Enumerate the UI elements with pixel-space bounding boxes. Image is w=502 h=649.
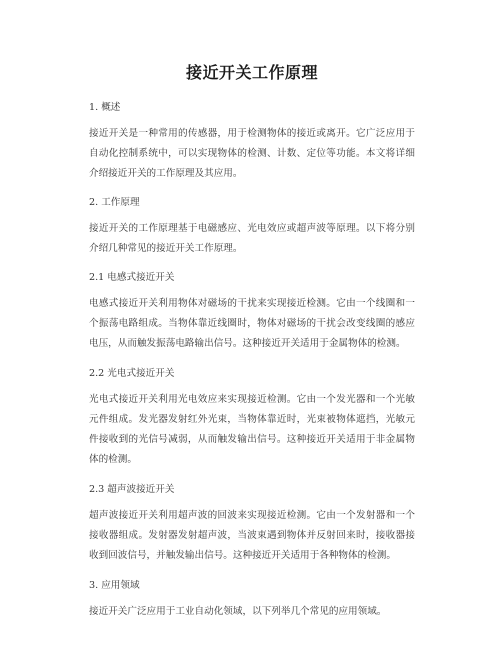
section-heading-overview: 1. 概述 — [89, 102, 121, 113]
section-heading-working-principle: 2. 工作原理 — [89, 197, 140, 208]
section-heading-applications: 3. 应用领域 — [89, 580, 140, 591]
section-body-working-principle: 接近开关的工作原理基于电磁感应、光电效应或超声波等原理。以下将分别介绍几种常见的接近开关工作原理。 — [89, 223, 415, 254]
document-title: 接近开关工作原理 — [185, 63, 318, 82]
section-body-photoelectric-switch: 光电式接近开关利用光电效应来实现接近检测。它由一个发光器和一个光敏元件组成。发光器发射红外光束，当物体靠近时，光束被物体遮挡，光敏元件接收到的光信号减弱，从而触发输出信号。这种接近开关适用于非金属物体的检测。 — [89, 394, 415, 465]
section-heading-inductive-switch: 2.1 电感式接近开关 — [89, 272, 175, 283]
section-body-overview: 接近开关是一种常用的传感器，用于检测物体的接近或离开。它广泛应用于自动化控制系统中，可以实现物体的检测、计数、定位等功能。本文将详细介绍接近开关的工作原理及其应用。 — [89, 128, 415, 179]
section-body-ultrasonic-switch: 超声波接近开关利用超声波的回波来实现接近检测。它由一个发射器和一个接收器组成。发射器发射超声波，当波束遇到物体并反射回来时，接收器接收到回波信号，并触发输出信号。这种接近开关适用于各种物体的检测。 — [89, 510, 415, 561]
section-body-applications: 接近开关广泛应用于工业自动化领域，以下列举几个常见的应用领域。 — [89, 606, 387, 617]
section-heading-photoelectric-switch: 2.2 光电式接近开关 — [89, 368, 175, 379]
section-body-inductive-switch: 电感式接近开关利用物体对磁场的干扰来实现接近检测。它由一个线圈和一个振荡电路组成。当物体靠近线圈时，物体对磁场的干扰会改变线圈的感应电压，从而触发振荡电路输出信号。这种接近开关适用于金属物体的检测。 — [89, 298, 415, 349]
section-heading-ultrasonic-switch: 2.3 超声波接近开关 — [89, 484, 175, 495]
